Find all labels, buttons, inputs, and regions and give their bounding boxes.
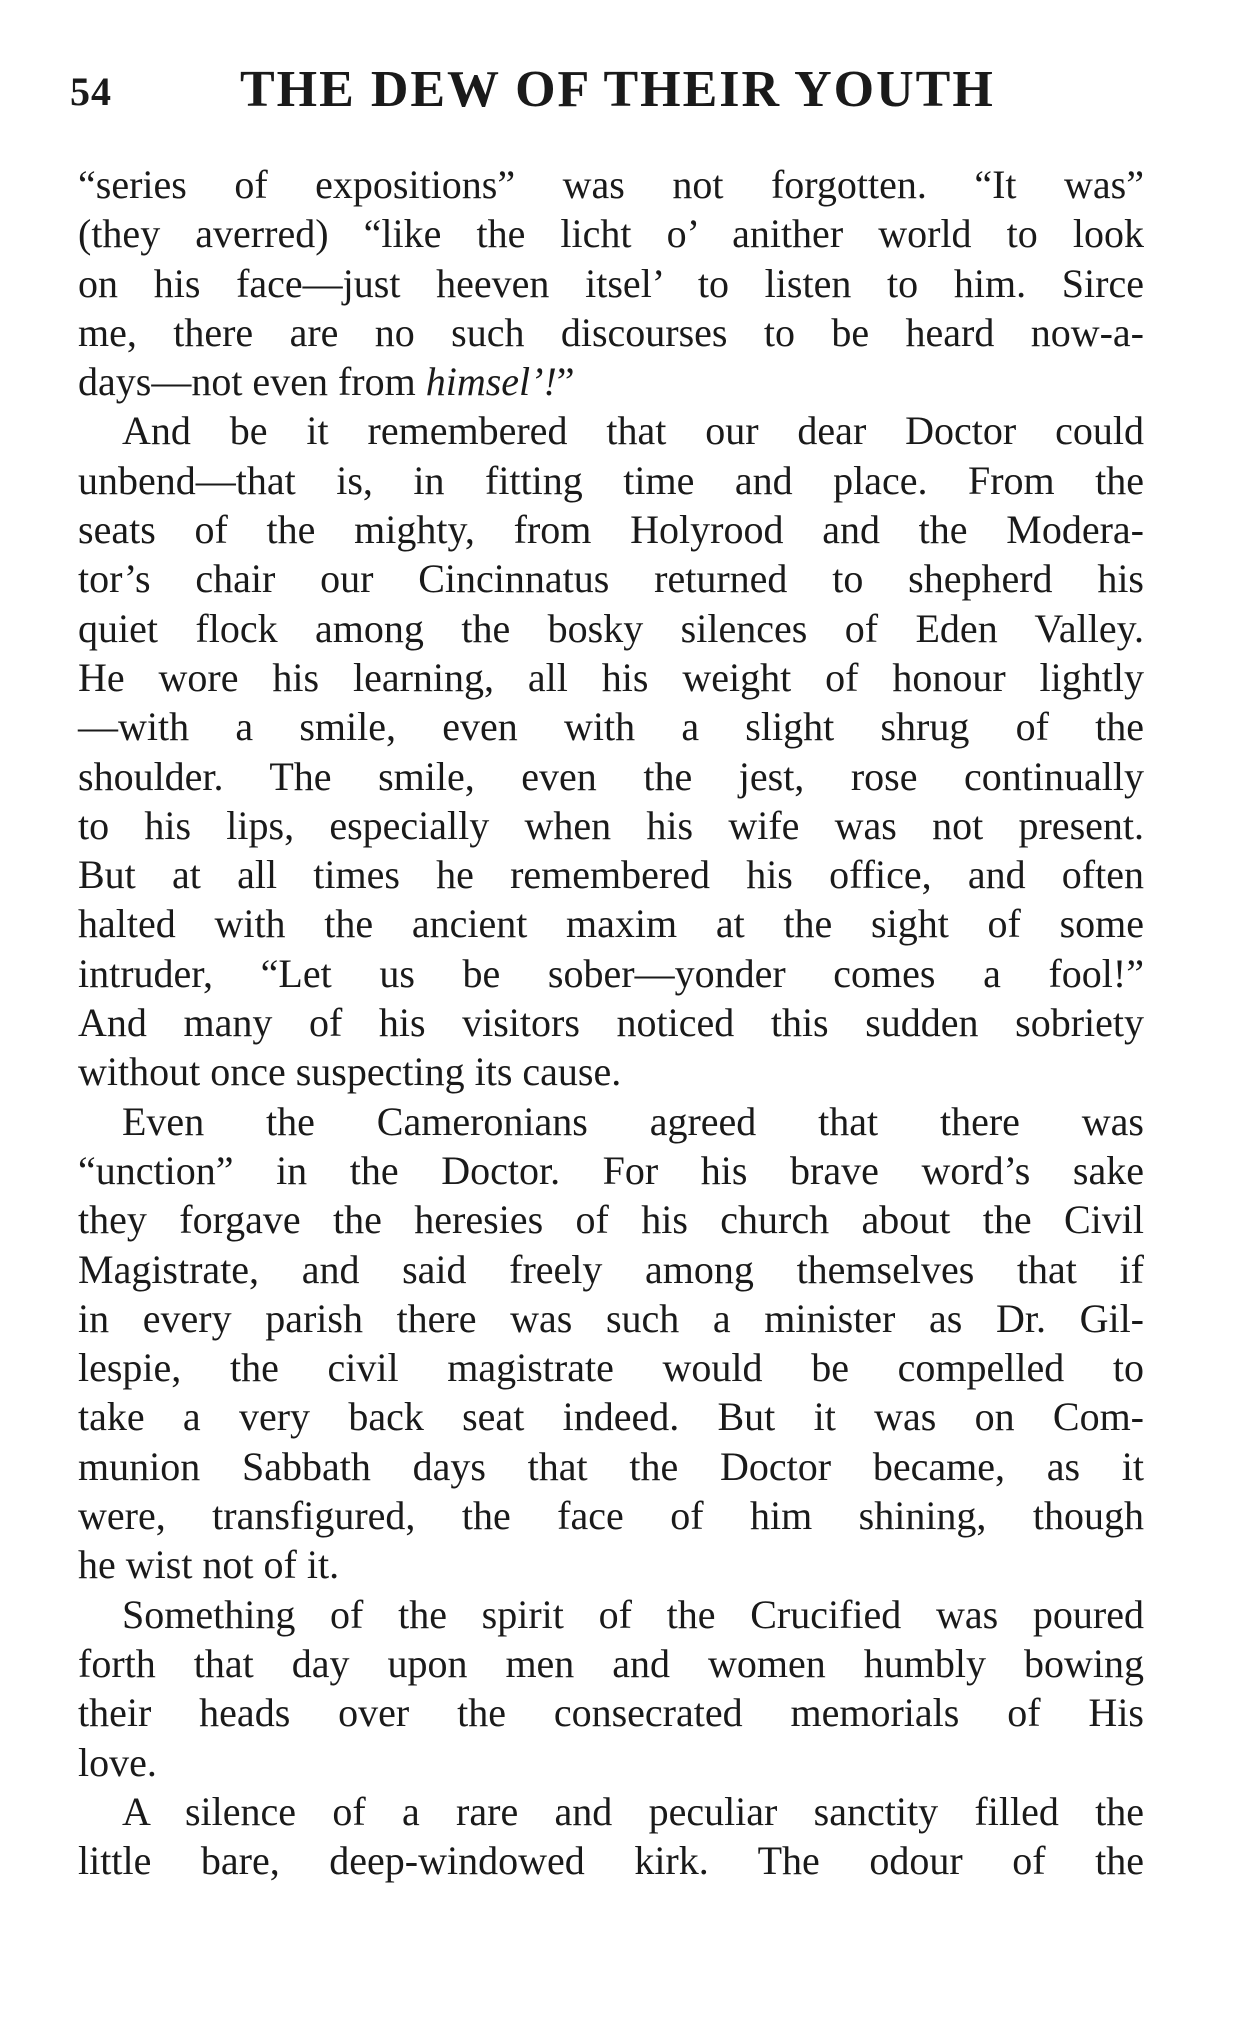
body-text [78, 160, 1144, 1885]
paragraph-2 [78, 406, 1144, 1096]
text-line: love. [78, 1739, 157, 1785]
page-number: 54 [70, 69, 112, 114]
paragraph-4 [78, 1590, 1144, 1787]
text-line: Magistrate, and said freely among themselves that if [78, 1246, 1144, 1292]
italic-word: himsel’! [425, 359, 557, 405]
text-line: intruder, “Let us be sober—yonder comes a fool!” [78, 950, 1144, 996]
text-line: on his face—just heeven itsel’ to listen to him. Sirce [78, 260, 1144, 306]
text-line: halted with the ancient maxim at the sight of some [78, 901, 1144, 947]
text-run: ” [556, 359, 575, 405]
text-line: little bare, deep-windowed kirk. The odour of the [78, 1838, 1144, 1884]
text-line: lespie, the civil magistrate would be compelled to [78, 1345, 1144, 1391]
text-line: seats of the mighty, from Holyrood and the Modera- [78, 507, 1144, 553]
text-line: me, there are no such discourses to be heard now-a- [78, 309, 1144, 355]
text-line: He wore his learning, all his weight of honour lightly [78, 654, 1144, 700]
text-line: But at all times he remembered his office, and often [78, 852, 1144, 898]
text-line: Even the Cameronians agreed that there was [122, 1098, 1144, 1144]
text-line: were, transfigured, the face of him shining, though [78, 1493, 1144, 1539]
running-title: THE DEW OF THEIR YOUTH [240, 61, 995, 118]
paragraph-5 [78, 1787, 1144, 1886]
text-line: “series of expositions” was not forgotten. “It was” [78, 162, 1144, 207]
text-line: unbend—that is, in fitting time and place. From the [78, 457, 1144, 503]
text-line: without once suspecting its cause. [78, 1049, 622, 1095]
text-line: they forgave the heresies of his church about the Civil [78, 1197, 1144, 1243]
text-line: And be it remembered that our dear Doctor could [122, 408, 1144, 454]
text-line: Something of the spirit of the Crucified was poured [122, 1591, 1144, 1637]
paragraph-1 [78, 160, 1144, 406]
text-line: he wist not of it. [78, 1542, 340, 1588]
text-line: And many of his visitors noticed this sudden sobriety [78, 1000, 1144, 1046]
paragraph-3 [78, 1097, 1144, 1590]
text-line: take a very back seat indeed. But it was on Com- [78, 1394, 1144, 1440]
text-line: shoulder. The smile, even the jest, rose continually [78, 753, 1144, 799]
text-line: A silence of a rare and peculiar sanctity filled the [122, 1788, 1144, 1834]
text-line: tor’s chair our Cincinnatus returned to shepherd his [78, 556, 1144, 602]
page-header [70, 60, 1150, 130]
text-run: days—not even from [78, 359, 426, 405]
text-line: in every parish there was such a minister as Dr. Gil- [78, 1295, 1144, 1341]
text-line: to his lips, especially when his wife was not present. [78, 802, 1144, 848]
text-line [78, 357, 1144, 406]
text-line: “unction” in the Doctor. For his brave word’s sake [78, 1147, 1144, 1193]
text-line: —with a smile, even with a slight shrug of the [78, 704, 1144, 750]
text-line: munion Sabbath days that the Doctor became, as it [78, 1443, 1144, 1489]
text-line: (they averred) “like the licht o’ anither world to look [78, 211, 1144, 257]
text-line: forth that day upon men and women humbly bowing [78, 1640, 1144, 1686]
text-line: quiet flock among the bosky silences of Eden Valley. [78, 605, 1144, 651]
text-line: their heads over the consecrated memorials of His [78, 1690, 1144, 1736]
